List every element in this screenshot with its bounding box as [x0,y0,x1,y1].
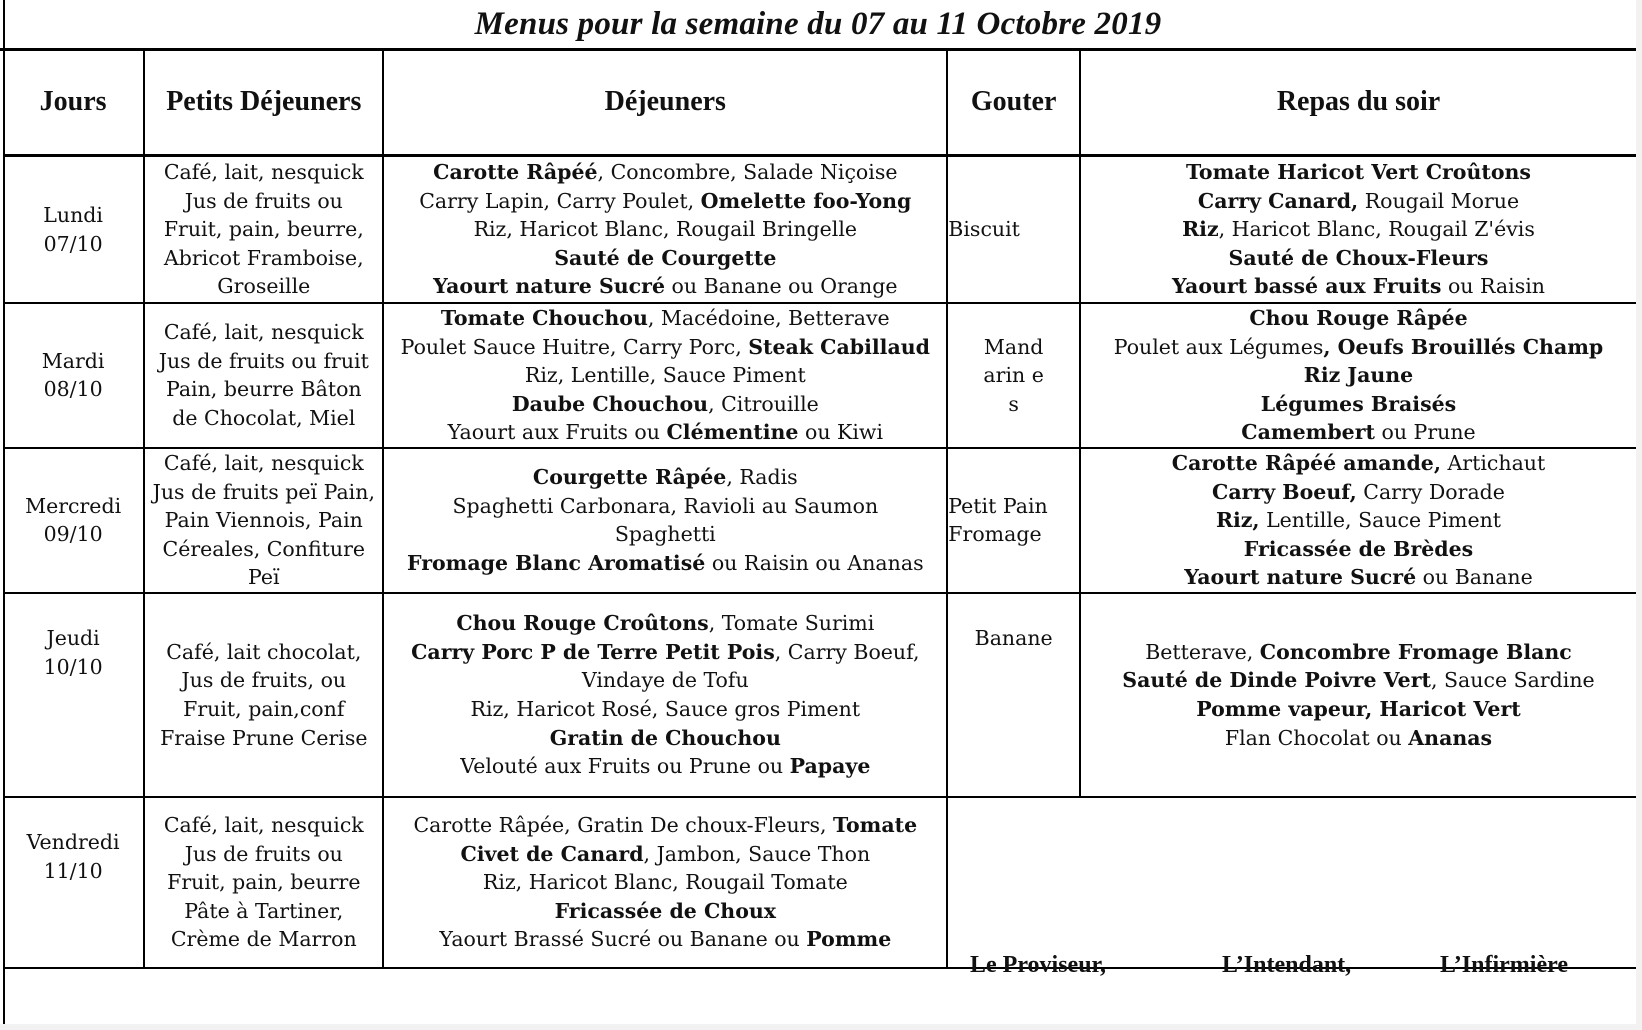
snack-cell: Biscuit [947,156,1080,304]
menu-line: Groseille [217,274,311,299]
dinner-cell [1080,593,1636,797]
day-date: 08/10 [43,377,103,402]
snack-text: Mandarin es [983,334,1044,416]
menu-line [384,187,946,216]
bold-text: Courgette Râpée [532,465,727,490]
menu-line: Café, lait, nesquick [163,320,364,345]
text: Riz, Lentille, Sauce Piment [524,363,806,388]
menu-line: Fruit, pain, beurre, [163,217,364,242]
menu-line [1081,535,1636,564]
bold-text: Légumes Braisés [1260,391,1457,416]
bold-text: Omelette foo-Yong [700,188,912,213]
menu-line [384,418,946,447]
empty-cell [947,797,1636,968]
bold-text: Steak Cabillaud [748,334,930,359]
lunch-cell [383,156,947,304]
day-cell [3,593,144,797]
menu-line [384,840,946,869]
menu-line [384,463,946,492]
bold-text: Yaourt nature Sucré [433,274,665,299]
menu-line: Pain Viennois, Pain [164,508,363,533]
bold-text: Tomate Chouchou [440,306,648,330]
day-row [3,797,1636,968]
text: , Radis [726,465,798,490]
menu-line: de Chocolat, Miel [172,406,356,431]
menu-line: Fruit, pain,conf [183,696,345,721]
menu-line [384,811,946,840]
menu-line [1081,666,1636,695]
breakfast-cell [144,593,383,797]
menu-line: Crème de Marron [170,927,357,952]
text: Rougail Morue [1358,188,1520,213]
menu-line: Jus de fruits peï Pain, [152,479,375,504]
text: ou Prune [1374,420,1476,445]
bold-text: Ananas [1408,725,1493,750]
menu-line [1081,390,1636,419]
menu-line: Pâte à Tartiner, [184,898,344,923]
menu-line [384,925,946,954]
breakfast-cell [144,448,383,593]
text: Lentille, Sauce Piment [1259,508,1502,533]
bold-text: Gratin de Chouchou [549,725,781,750]
bold-text: Civet de Canard [460,841,644,866]
menu-line [384,609,946,638]
text: Riz, Haricot Blanc, Rougail Bringelle [473,217,858,242]
menu-line [1081,563,1636,592]
menu-line [1081,158,1636,187]
menu-line: Jus de fruits ou [184,188,343,213]
menu-line [1081,724,1636,753]
header-gouter: Gouter [947,50,1080,156]
menu-line [1081,506,1636,535]
text: ou Raisin [1441,274,1545,299]
bold-text: Carotte Râpéé amande, [1171,450,1441,475]
text: Carotte Râpée, Gratin De choux-Fleurs, [413,812,834,837]
menu-line [1081,244,1636,273]
menu-line: Café, lait, nesquick [163,812,364,837]
text: ou Raisin ou Ananas [705,551,924,576]
lunch-cell [383,448,947,593]
menu-line [1081,272,1636,301]
menu-line: Jus de fruits ou fruit [158,348,369,373]
day-date: 09/10 [43,522,103,547]
menu-line [1081,304,1636,333]
bold-text: Camembert [1241,420,1375,445]
menu-line [1081,418,1636,447]
bold-text: , Oeufs Brouillés Champ [1323,334,1604,359]
bold-text: Daube Chouchou [511,391,709,416]
menu-line [1081,695,1636,724]
page-title: Menus pour la semaine du 07 au 11 Octobre 2019 [474,6,1162,42]
menu-line [384,666,946,695]
menu-line [384,361,946,390]
bold-text: Tomate Haricot Vert Croûtons [1186,160,1531,185]
signature-infirmiere: L’Infirmière [1440,952,1568,978]
menu-line [1081,215,1636,244]
menu-line [384,244,946,273]
bold-text: Fricassée de Brèdes [1243,536,1474,561]
bold-text: Clémentine [666,420,799,445]
bold-text: Sauté de Dinde Poivre Vert [1122,668,1431,693]
breakfast-cell [144,797,383,968]
snack-text: Petit Pain Fromage [948,493,1048,547]
bold-text: Carry Porc P de Terre Petit Pois [411,639,775,664]
menu-line [384,724,946,753]
bold-text: Yaourt bassé aux Fruits [1172,274,1442,299]
text: , Jambon, Sauce Thon [643,841,871,866]
menu-line: Fraise Prune Cerise [160,725,368,750]
menu-line [384,868,946,897]
menu-line: Fruit, pain, beurre [167,870,361,895]
day-row [3,593,1636,797]
lunch-cell [383,797,947,968]
menu-line [384,333,946,362]
menu-line: Peï [248,565,280,590]
menu-table [3,50,1636,969]
breakfast-cell [144,303,383,448]
text: , Citrouille [708,391,819,416]
day-row [3,156,1636,304]
lunch-cell [383,593,947,797]
bold-text: Carry Canard, [1197,188,1359,213]
text: Carry Lapin, Carry Poulet, [419,188,701,213]
text: , Haricot Blanc, Rougail Z'évis [1218,217,1535,242]
day-name: Vendredi [26,829,120,854]
menu-line [384,549,946,578]
text: Velouté aux Fruits ou Prune ou [460,754,790,779]
snack-cell [947,303,1080,448]
text: Spaghetti [614,522,716,547]
menu-line: Abricot Framboise, [163,245,364,270]
text: Poulet aux Légumes [1113,334,1324,359]
menu-line [384,752,946,781]
text: Poulet Sauce Huitre, Carry Porc, [400,334,749,359]
menu-line: Café, lait chocolat, [166,639,362,664]
breakfast-cell [144,156,383,304]
text: , Macédoine, Betterave [647,306,890,330]
menu-line [384,638,946,667]
text: Vindaye de Tofu [581,668,749,693]
menu-line [384,520,946,549]
day-name: Mercredi [25,493,122,518]
text: Spaghetti Carbonara, Ravioli au Saumon [452,493,879,518]
text: ou Banane ou Orange [665,274,898,299]
menu-line [1081,449,1636,478]
header-jours: Jours [3,50,144,156]
bold-text: Fromage Blanc Aromatisé [407,551,706,576]
menu-line [384,390,946,419]
text: , Concombre, Salade Niçoise [597,160,898,185]
signature-intendant: L’Intendant, [1222,952,1352,978]
menu-line: Céreales, Confiture [162,536,366,561]
text: Betterave, [1145,639,1260,664]
snack-cell [947,448,1080,593]
header-repas-du-soir: Repas du soir [1080,50,1636,156]
text: , Sauce Sardine [1430,668,1595,693]
bold-text: Sauté de Courgette [554,245,777,270]
menu-line [1081,361,1636,390]
text: Riz, Haricot Rosé, Sauce gros Piment [470,696,861,721]
header-row [3,50,1636,156]
menu-line [1081,187,1636,216]
day-cell [3,156,144,304]
signature-proviseur: Le Proviseur, [970,952,1106,978]
bold-text: Sauté de Choux-Fleurs [1228,245,1489,270]
bold-text: Papaye [789,754,871,779]
text: Yaourt Brassé Sucré ou Banane ou [439,927,807,952]
day-cell [3,303,144,448]
menu-line: Café, lait, nesquick [163,450,364,475]
menu-line [1081,333,1636,362]
bold-text: Chou Rouge Croûtons [456,611,709,636]
bold-text: Tomate [833,812,918,837]
bold-text: Pomme vapeur, Haricot Vert [1196,696,1521,721]
text: Artichaut [1440,450,1546,475]
menu-line: Jus de fruits ou [184,841,343,866]
menu-line [384,304,946,333]
menu-line [384,492,946,521]
day-date: 11/10 [43,858,103,883]
menu-line [384,695,946,724]
dinner-cell [1080,156,1636,304]
day-date: 07/10 [43,231,103,256]
bold-text: Fricassée de Choux [554,898,776,923]
day-name: Jeudi [46,625,100,650]
menu-line: Café, lait, nesquick [163,160,364,185]
text: ou Banane [1416,565,1533,590]
bold-text: Riz [1182,217,1219,242]
menu-line [384,272,946,301]
day-date: 10/10 [43,654,103,679]
snack-cell: Banane [947,593,1080,797]
day-name: Lundi [43,202,103,227]
dinner-cell [1080,448,1636,593]
day-name: Mardi [41,348,105,373]
bold-text: Carotte Râpéé [433,160,598,185]
bold-text: Yaourt nature Sucré [1184,565,1417,590]
text: Riz, Haricot Blanc, Rougail Tomate [482,870,848,895]
menu-line: Pain, beurre Bâton [165,377,362,402]
text: Yaourt aux Fruits ou [447,420,667,445]
bold-text: Concombre Fromage Blanc [1259,639,1572,664]
menu-line [384,215,946,244]
day-cell [3,448,144,593]
menu-line [384,897,946,926]
text: ou Kiwi [798,420,884,445]
menu-line [384,158,946,187]
text: , Tomate Surimi [708,611,875,636]
day-cell [3,797,144,968]
dinner-cell [1080,303,1636,448]
menu-line [1081,478,1636,507]
lunch-cell [383,303,947,448]
menu-line: Jus de fruits, ou [181,668,347,693]
day-row [3,448,1636,593]
text: , Carry Boeuf, [774,639,920,664]
header-dejeuners: Déjeuners [383,50,947,156]
bold-text: Carry Boeuf, [1212,479,1357,504]
menu-line [1081,638,1636,667]
text: Carry Dorade [1356,479,1505,504]
bold-text: Riz, [1215,508,1260,533]
bold-text: Chou Rouge Râpée [1249,306,1468,330]
day-row [3,303,1636,448]
text: Flan Chocolat ou [1224,725,1409,750]
header-petits-dejeuners: Petits Déjeuners [144,50,383,156]
bold-text: Riz Jaune [1303,363,1414,388]
bold-text: Pomme [806,927,892,952]
